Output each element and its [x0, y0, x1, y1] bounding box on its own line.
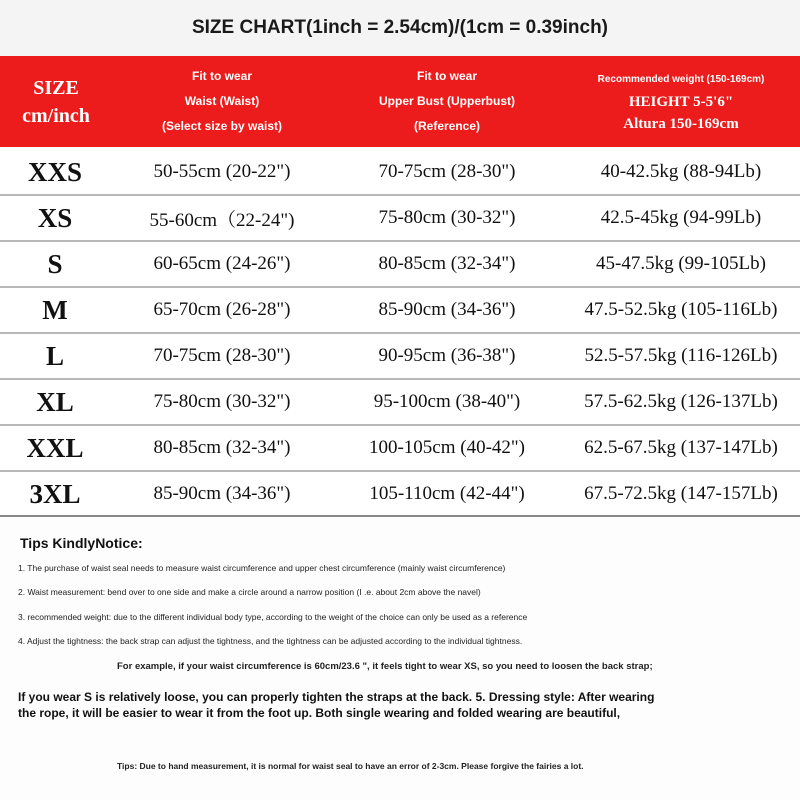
table-row — [0, 380, 800, 426]
note-item-3: 3. recommended weight: due to the different individual body type, according to the weight of the choice can only be used as a reference — [18, 612, 528, 622]
weight-cell: 67.5-72.5kg (147-157Lb) — [584, 483, 778, 504]
table-row — [0, 150, 800, 196]
header-size-line1: SIZE — [33, 76, 79, 99]
weight-cell: 42.5-45kg (94-99Lb) — [600, 207, 762, 228]
table-header — [0, 56, 800, 147]
header-height-line3: Altura 150-169cm — [623, 115, 739, 132]
bust-cell: 75-80cm (30-32") — [378, 207, 516, 228]
header-bust-line1: Fit to wear — [416, 69, 477, 83]
notes-section — [0, 517, 800, 800]
table-row — [0, 426, 800, 472]
header-bust — [332, 56, 562, 147]
note-item-2: 2. Waist measurement: bend over to one side and make a circle around a narrow position (I .e. about 2cm above the navel) — [18, 587, 481, 597]
waist-cell: 85-90cm (34-36") — [153, 483, 291, 504]
size-cell: S — [47, 248, 63, 279]
header-bust-line3: (Reference) — [413, 119, 481, 133]
table-row — [0, 334, 800, 380]
size-cell: XS — [37, 202, 73, 233]
waist-cell: 60-65cm (24-26") — [153, 253, 291, 274]
weight-cell: 62.5-67.5kg (137-147Lb) — [584, 437, 778, 458]
note-example: For example, if your waist circumference is 60cm/23.6 ", it feels tight to wear XS, so you need to loosen the back strap; — [117, 661, 653, 672]
table-row — [0, 472, 800, 518]
note-tips: Tips: Due to hand measurement, it is normal for waist seal to have an error of 2-3cm. Please forgive the fairies a lot. — [117, 761, 584, 771]
note-dressing-line2: the rope, it will be easier to wear it from the foot up. Both single wearing and folded wearing are beautiful, — [18, 706, 621, 720]
waist-cell: 75-80cm (30-32") — [153, 391, 291, 412]
size-cell: M — [42, 294, 68, 325]
header-waist-line2: Waist (Waist) — [184, 94, 260, 108]
waist-cell: 70-75cm (28-30") — [153, 345, 291, 366]
header-size — [0, 56, 112, 147]
header-waist-line3: (Select size by waist) — [161, 119, 283, 133]
table-row — [0, 288, 800, 334]
header-bust-line2: Upper Bust (Upperbust) — [379, 94, 515, 108]
waist-cell: 65-70cm (26-28") — [153, 299, 291, 320]
size-cell: XXS — [27, 156, 82, 187]
table-row — [0, 242, 800, 288]
weight-cell: 40-42.5kg (88-94Lb) — [600, 161, 762, 182]
notes-title: Tips KindlyNotice: — [20, 535, 143, 551]
weight-cell: 52.5-57.5kg (116-126Lb) — [584, 345, 778, 366]
waist-cell: 55-60cm（22-24") — [149, 209, 295, 231]
bust-cell: 80-85cm (32-34") — [378, 253, 516, 274]
note-item-1: 1. The purchase of waist seal needs to measure waist circumference and upper chest circumference (mainly waist circumference) — [18, 563, 506, 573]
note-item-4: 4. Adjust the tightness: the back strap can adjust the tightness, and the tightness can be adjusted according to the individual tightness. — [18, 636, 523, 646]
size-cell: XL — [36, 386, 74, 417]
bust-cell: 100-105cm (40-42") — [368, 437, 526, 458]
header-height-line2: HEIGHT 5-5'6" — [628, 93, 734, 110]
chart-title: SIZE CHART(1inch = 2.54cm)/(1cm = 0.39inch) — [0, 0, 800, 56]
bust-cell: 95-100cm (38-40") — [373, 391, 521, 412]
bust-cell: 70-75cm (28-30") — [378, 161, 516, 182]
note-dressing — [18, 689, 698, 721]
note-dressing-line1: If you wear S is relatively loose, you can properly tighten the straps at the back. 5. Dressing style: After wearing — [18, 690, 655, 704]
size-cell: 3XL — [29, 478, 81, 509]
waist-cell: 50-55cm (20-22") — [153, 161, 291, 182]
weight-cell: 45-47.5kg (99-105Lb) — [596, 253, 766, 274]
bust-cell: 85-90cm (34-36") — [378, 299, 516, 320]
size-cell: L — [45, 340, 64, 371]
bust-cell: 90-95cm (36-38") — [378, 345, 516, 366]
weight-cell: 57.5-62.5kg (126-137Lb) — [584, 391, 778, 412]
table-row — [0, 196, 800, 242]
weight-cell: 47.5-52.5kg (105-116Lb) — [584, 299, 778, 320]
table-body — [0, 150, 800, 518]
waist-cell: 80-85cm (32-34") — [153, 437, 291, 458]
header-waist-line1: Fit to wear — [191, 69, 252, 83]
size-cell: XXL — [26, 432, 84, 463]
header-height-line1: Recommended weight (150-169cm) — [597, 73, 765, 85]
header-height — [562, 56, 800, 147]
header-size-line2: cm/inch — [22, 104, 90, 127]
bust-cell: 105-110cm (42-44") — [369, 483, 525, 504]
header-waist — [112, 56, 332, 147]
